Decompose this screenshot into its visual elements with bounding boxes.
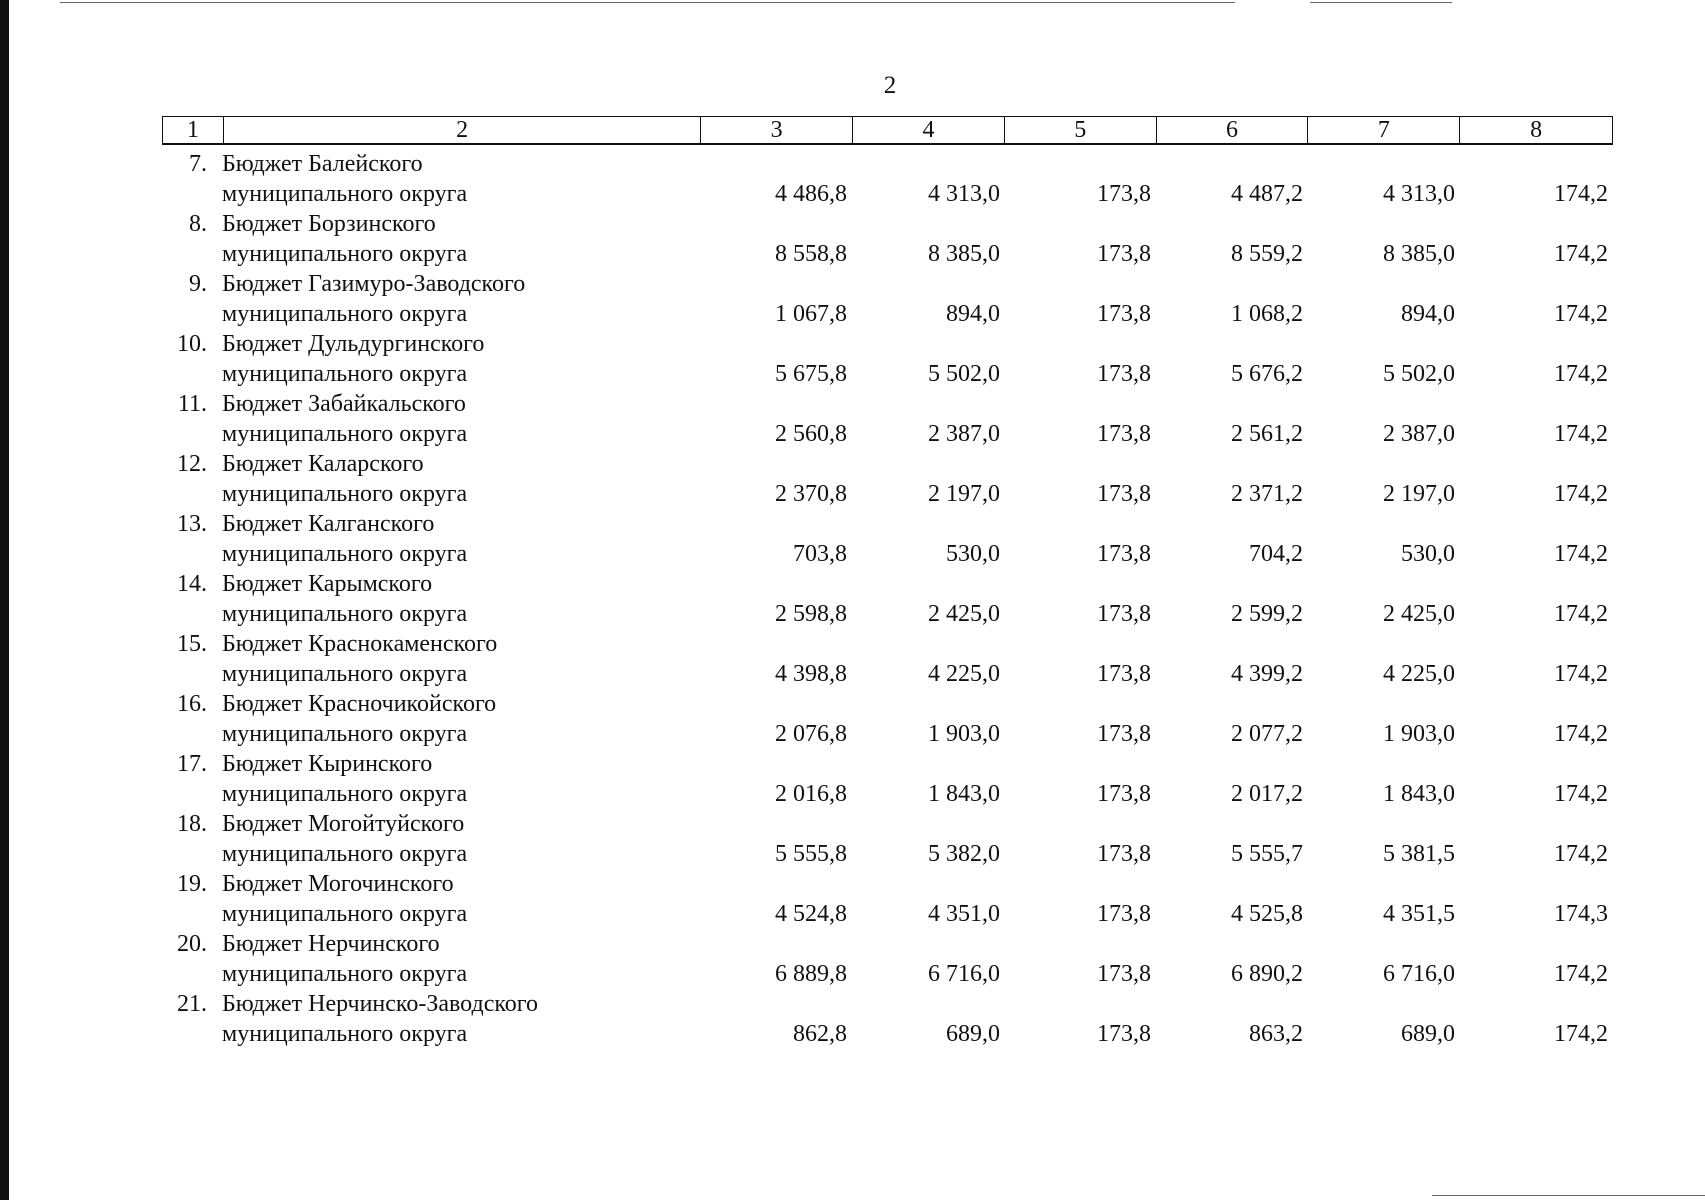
cell-col4: 1 903,0 bbox=[928, 721, 1000, 747]
cell-col8: 174,2 bbox=[1554, 721, 1608, 747]
table-body bbox=[0, 148, 1705, 1048]
cell-col8: 174,2 bbox=[1554, 361, 1608, 387]
cell-col8: 174,2 bbox=[1554, 601, 1608, 627]
table-row bbox=[0, 148, 1705, 208]
cell-col5: 173,8 bbox=[1097, 361, 1151, 387]
cell-col5: 173,8 bbox=[1097, 841, 1151, 867]
header-cell-2: 2 bbox=[223, 117, 700, 143]
cell-col3: 2 016,8 bbox=[775, 781, 847, 807]
cell-col6: 4 399,2 bbox=[1231, 661, 1303, 687]
cell-col7: 4 225,0 bbox=[1383, 661, 1455, 687]
cell-col3: 2 560,8 bbox=[775, 421, 847, 447]
header-cell-8: 8 bbox=[1459, 117, 1612, 143]
scan-top-rule bbox=[60, 2, 1235, 3]
table-row bbox=[0, 628, 1705, 688]
cell-col4: 5 382,0 bbox=[928, 841, 1000, 867]
table-row bbox=[0, 208, 1705, 268]
table-row bbox=[0, 448, 1705, 508]
cell-col3: 8 558,8 bbox=[775, 241, 847, 267]
row-name-line1: Бюджет Нерчинского bbox=[222, 931, 440, 957]
cell-col3: 2 370,8 bbox=[775, 481, 847, 507]
cell-col4: 689,0 bbox=[946, 1021, 1000, 1047]
cell-col4: 2 197,0 bbox=[928, 481, 1000, 507]
cell-col6: 2 371,2 bbox=[1231, 481, 1303, 507]
cell-col5: 173,8 bbox=[1097, 421, 1151, 447]
cell-col5: 173,8 bbox=[1097, 301, 1151, 327]
table-row bbox=[0, 568, 1705, 628]
cell-col5: 173,8 bbox=[1097, 1021, 1151, 1047]
cell-col4: 4 225,0 bbox=[928, 661, 1000, 687]
cell-col6: 6 890,2 bbox=[1231, 961, 1303, 987]
scan-top-rule-short bbox=[1310, 2, 1452, 3]
header-cell-3: 3 bbox=[700, 117, 852, 143]
row-name-line2: муниципального округа bbox=[222, 841, 468, 867]
table-header bbox=[162, 116, 1613, 145]
cell-col7: 4 351,5 bbox=[1383, 901, 1455, 927]
cell-col7: 1 903,0 bbox=[1383, 721, 1455, 747]
row-name-line2: муниципального округа bbox=[222, 721, 468, 747]
cell-col7: 8 385,0 bbox=[1383, 241, 1455, 267]
cell-col5: 173,8 bbox=[1097, 241, 1151, 267]
cell-col3: 1 067,8 bbox=[775, 301, 847, 327]
cell-col8: 174,2 bbox=[1554, 961, 1608, 987]
row-name-line2: муниципального округа bbox=[222, 361, 468, 387]
row-name-line2: муниципального округа bbox=[222, 781, 468, 807]
row-name-line1: Бюджет Могойтуйского bbox=[222, 811, 465, 837]
row-name-line1: Бюджет Дульдургинского bbox=[222, 331, 485, 357]
cell-col6: 4 487,2 bbox=[1231, 181, 1303, 207]
cell-col5: 173,8 bbox=[1097, 661, 1151, 687]
cell-col4: 1 843,0 bbox=[928, 781, 1000, 807]
cell-col8: 174,2 bbox=[1554, 301, 1608, 327]
header-cell-4: 4 bbox=[852, 117, 1004, 143]
cell-col4: 6 716,0 bbox=[928, 961, 1000, 987]
cell-col3: 2 598,8 bbox=[775, 601, 847, 627]
cell-col7: 2 425,0 bbox=[1383, 601, 1455, 627]
cell-col3: 4 486,8 bbox=[775, 181, 847, 207]
row-number: 15. bbox=[177, 631, 207, 657]
cell-col6: 2 077,2 bbox=[1231, 721, 1303, 747]
cell-col6: 704,2 bbox=[1249, 541, 1303, 567]
row-name-line2: муниципального округа bbox=[222, 241, 468, 267]
cell-col5: 173,8 bbox=[1097, 961, 1151, 987]
cell-col7: 2 387,0 bbox=[1383, 421, 1455, 447]
cell-col5: 173,8 bbox=[1097, 781, 1151, 807]
cell-col8: 174,3 bbox=[1554, 901, 1608, 927]
cell-col7: 5 502,0 bbox=[1383, 361, 1455, 387]
row-name-line2: муниципального округа bbox=[222, 961, 468, 987]
row-number: 21. bbox=[177, 991, 207, 1017]
cell-col3: 2 076,8 bbox=[775, 721, 847, 747]
table-row bbox=[0, 388, 1705, 448]
row-name-line2: муниципального округа bbox=[222, 1021, 468, 1047]
table-row bbox=[0, 328, 1705, 388]
cell-col3: 4 524,8 bbox=[775, 901, 847, 927]
cell-col3: 703,8 bbox=[793, 541, 847, 567]
cell-col6: 2 017,2 bbox=[1231, 781, 1303, 807]
row-name-line2: муниципального округа bbox=[222, 421, 468, 447]
row-name-line2: муниципального округа bbox=[222, 601, 468, 627]
table-row bbox=[0, 268, 1705, 328]
row-name-line1: Бюджет Кыринского bbox=[222, 751, 433, 777]
row-name-line2: муниципального округа bbox=[222, 181, 468, 207]
row-name-line1: Бюджет Карымского bbox=[222, 571, 433, 597]
row-number: 16. bbox=[177, 691, 207, 717]
cell-col7: 1 843,0 bbox=[1383, 781, 1455, 807]
cell-col4: 8 385,0 bbox=[928, 241, 1000, 267]
row-number: 19. bbox=[177, 871, 207, 897]
row-number: 7. bbox=[189, 151, 207, 177]
cell-col5: 173,8 bbox=[1097, 901, 1151, 927]
cell-col8: 174,2 bbox=[1554, 1021, 1608, 1047]
cell-col7: 5 381,5 bbox=[1383, 841, 1455, 867]
row-name-line2: муниципального округа bbox=[222, 481, 468, 507]
row-number: 9. bbox=[189, 271, 207, 297]
cell-col6: 8 559,2 bbox=[1231, 241, 1303, 267]
row-name-line1: Бюджет Красночикойского bbox=[222, 691, 497, 717]
row-name-line1: Бюджет Забайкальского bbox=[222, 391, 466, 417]
cell-col6: 4 525,8 bbox=[1231, 901, 1303, 927]
cell-col8: 174,2 bbox=[1554, 421, 1608, 447]
scan-bottom-rule bbox=[1432, 1195, 1705, 1196]
row-number: 20. bbox=[177, 931, 207, 957]
cell-col6: 1 068,2 bbox=[1231, 301, 1303, 327]
header-cell-6: 6 bbox=[1156, 117, 1308, 143]
cell-col6: 2 599,2 bbox=[1231, 601, 1303, 627]
cell-col7: 894,0 bbox=[1401, 301, 1455, 327]
row-name-line1: Бюджет Могочинского bbox=[222, 871, 454, 897]
row-number: 17. bbox=[177, 751, 207, 777]
cell-col3: 6 889,8 bbox=[775, 961, 847, 987]
cell-col7: 2 197,0 bbox=[1383, 481, 1455, 507]
row-name-line1: Бюджет Калганского bbox=[222, 511, 435, 537]
header-cell-7: 7 bbox=[1307, 117, 1459, 143]
row-number: 18. bbox=[177, 811, 207, 837]
cell-col8: 174,2 bbox=[1554, 841, 1608, 867]
cell-col7: 530,0 bbox=[1401, 541, 1455, 567]
row-number: 12. bbox=[177, 451, 207, 477]
cell-col8: 174,2 bbox=[1554, 241, 1608, 267]
row-name-line1: Бюджет Газимуро-Заводского bbox=[222, 271, 526, 297]
cell-col8: 174,2 bbox=[1554, 481, 1608, 507]
table-row bbox=[0, 508, 1705, 568]
cell-col4: 2 387,0 bbox=[928, 421, 1000, 447]
cell-col3: 4 398,8 bbox=[775, 661, 847, 687]
row-name-line1: Бюджет Каларского bbox=[222, 451, 424, 477]
cell-col3: 862,8 bbox=[793, 1021, 847, 1047]
row-name-line1: Бюджет Нерчинско-Заводского bbox=[222, 991, 539, 1017]
cell-col8: 174,2 bbox=[1554, 661, 1608, 687]
table-row bbox=[0, 688, 1705, 748]
cell-col7: 6 716,0 bbox=[1383, 961, 1455, 987]
page-number: 2 bbox=[883, 72, 897, 99]
row-name-line2: муниципального округа bbox=[222, 541, 468, 567]
row-name-line1: Бюджет Краснокаменского bbox=[222, 631, 498, 657]
cell-col4: 4 351,0 bbox=[928, 901, 1000, 927]
cell-col4: 530,0 bbox=[946, 541, 1000, 567]
row-number: 10. bbox=[177, 331, 207, 357]
cell-col5: 173,8 bbox=[1097, 181, 1151, 207]
table-row bbox=[0, 748, 1705, 808]
row-name-line2: муниципального округа bbox=[222, 901, 468, 927]
cell-col6: 863,2 bbox=[1249, 1021, 1303, 1047]
cell-col5: 173,8 bbox=[1097, 721, 1151, 747]
cell-col6: 2 561,2 bbox=[1231, 421, 1303, 447]
table-row bbox=[0, 868, 1705, 928]
row-name-line1: Бюджет Борзинского bbox=[222, 211, 436, 237]
cell-col4: 5 502,0 bbox=[928, 361, 1000, 387]
cell-col6: 5 676,2 bbox=[1231, 361, 1303, 387]
table-row bbox=[0, 808, 1705, 868]
row-number: 11. bbox=[177, 391, 207, 417]
row-name-line2: муниципального округа bbox=[222, 661, 468, 687]
cell-col4: 894,0 bbox=[946, 301, 1000, 327]
header-cell-5: 5 bbox=[1004, 117, 1156, 143]
row-name-line1: Бюджет Балейского bbox=[222, 151, 423, 177]
cell-col5: 173,8 bbox=[1097, 481, 1151, 507]
row-number: 13. bbox=[177, 511, 207, 537]
cell-col8: 174,2 bbox=[1554, 541, 1608, 567]
cell-col3: 5 555,8 bbox=[775, 841, 847, 867]
cell-col8: 174,2 bbox=[1554, 181, 1608, 207]
cell-col5: 173,8 bbox=[1097, 541, 1151, 567]
cell-col6: 5 555,7 bbox=[1231, 841, 1303, 867]
row-number: 14. bbox=[177, 571, 207, 597]
cell-col8: 174,2 bbox=[1554, 781, 1608, 807]
cell-col7: 4 313,0 bbox=[1383, 181, 1455, 207]
header-cell-1: 1 bbox=[186, 117, 199, 143]
cell-col5: 173,8 bbox=[1097, 601, 1151, 627]
cell-col3: 5 675,8 bbox=[775, 361, 847, 387]
table-row bbox=[0, 988, 1705, 1048]
row-number: 8. bbox=[189, 211, 207, 237]
cell-col4: 4 313,0 bbox=[928, 181, 1000, 207]
row-name-line2: муниципального округа bbox=[222, 301, 468, 327]
table-row bbox=[0, 928, 1705, 988]
cell-col4: 2 425,0 bbox=[928, 601, 1000, 627]
cell-col7: 689,0 bbox=[1401, 1021, 1455, 1047]
